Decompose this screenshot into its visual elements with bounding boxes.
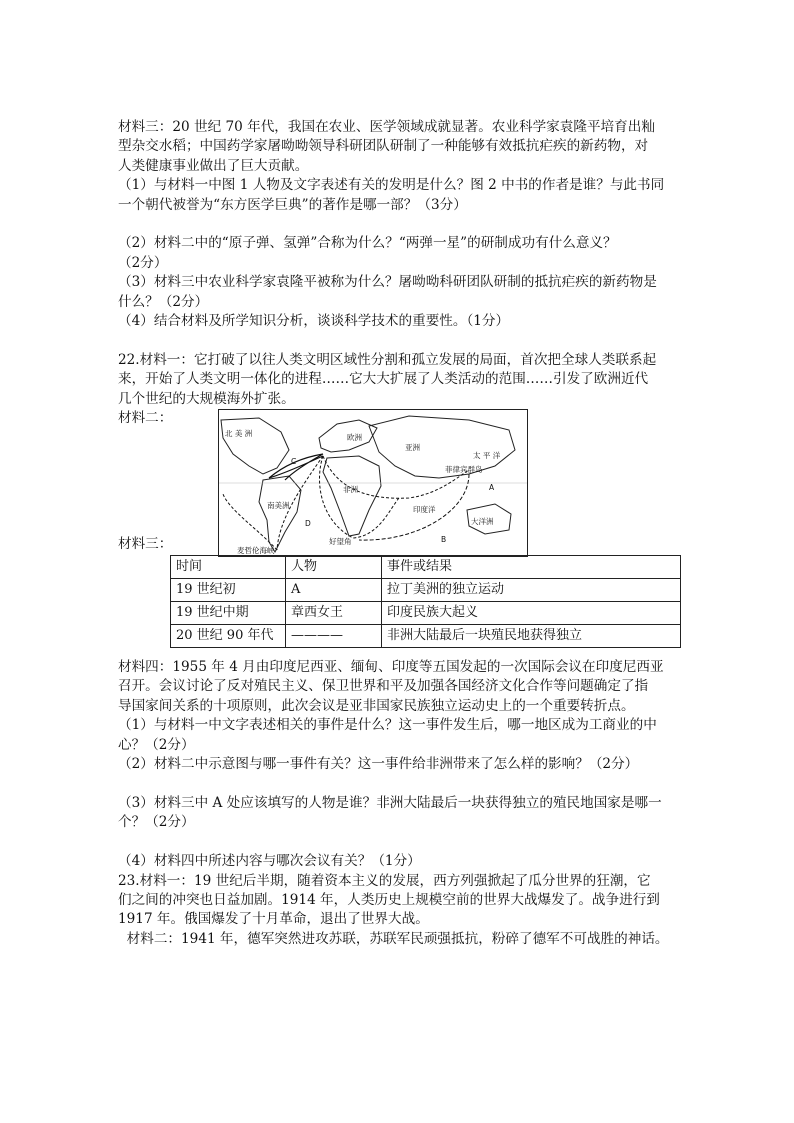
world-map-graphic <box>219 410 527 556</box>
south-america-shape <box>259 476 301 552</box>
voyage-route-map <box>218 409 528 557</box>
text-line: 型杂交水稻；中国药学家屠呦呦领导科研团队研制了一种能够有效抵抗疟疾的新药物，对 <box>118 138 649 155</box>
q21-subquestion-3 <box>118 273 684 312</box>
map-label-north-america: 北 美 洲 <box>225 429 253 439</box>
table-cell: 章西女王 <box>286 602 382 625</box>
q21-material-3 <box>118 118 684 176</box>
table-cell: A <box>286 579 382 602</box>
text-line: 来，开始了人类文明一体化的进程……它大大扩展了人类活动的范围……引发了欧洲近代 <box>118 371 649 388</box>
map-label-route-b: B <box>441 535 447 545</box>
map-label-magellan: 麦哲伦海峡 <box>237 546 275 556</box>
text-line: （1）与材料一中文字表述相关的事件是什么？这一事件发生后，哪一地区成为工商业的中 <box>118 717 657 734</box>
text-line: 什么？（2分） <box>118 293 209 310</box>
table-cell: ———— <box>286 625 382 648</box>
text-line: 几个世纪的大规模海外扩张。 <box>118 390 295 407</box>
text-line: 材料四：1955 年 4 月由印度尼西亚、缅甸、印度等五国发起的一次国际会议在印度尼西亚 <box>118 659 664 676</box>
asia-shape <box>369 416 515 478</box>
text-line: （3）材料三中 A 处应该填写的人物是谁？非洲大陆最后一块获得独立的殖民地国家是哪一 <box>118 794 662 811</box>
table-header: 人物 <box>286 556 382 579</box>
table-cell: 印度民族大起义 <box>382 602 681 625</box>
table-cell: 非洲大陆最后一块殖民地获得独立 <box>382 625 681 648</box>
q21-subquestion-2 <box>118 234 684 273</box>
table-row <box>171 579 681 602</box>
q23-material-2: 材料二：1941 年，德军突然进攻苏联，苏联军民顽强抵抗，粉碎了德军不可战胜的神话。 <box>118 930 669 947</box>
material-3-label: 材料三： <box>118 536 173 553</box>
map-label-good-hope: 好望角 <box>329 537 352 547</box>
map-label-philippines: 菲律宾群岛 <box>445 465 483 475</box>
table-row <box>171 602 681 625</box>
text-line: 们之间的冲突也日益加剧。1914 年，人类历史上规模空前的世界大战爆发了。战争进行到 <box>118 891 660 908</box>
text-line: 个？（2分） <box>118 814 195 831</box>
map-label-africa: 非洲 <box>343 485 358 495</box>
q22-subquestion-2: （2）材料二中示意图与哪一事件有关？这一事件给非洲带来了怎么样的影响？（2分） <box>118 756 639 773</box>
q22-subquestion-3 <box>118 794 684 833</box>
material-2-map-block <box>118 409 684 555</box>
text-line: （3）材料三中农业科学家袁隆平被称为什么？屠呦呦科研团队研制的抵抗疟疾的新药物是 <box>118 274 657 291</box>
north-america-shape <box>221 418 289 474</box>
map-label-asia: 亚洲 <box>405 443 420 453</box>
map-label-south-america: 南美洲 <box>267 501 290 511</box>
q22-subquestion-1 <box>118 716 684 755</box>
map-label-route-c: C <box>291 457 297 467</box>
text-line: 23.材料一：19 世纪后半期，随着资本主义的发展，西方列强掀起了瓜分世界的狂潮，它 <box>118 872 651 889</box>
q22-material-1 <box>118 351 684 409</box>
table-cell: 20 世纪 90 年代 <box>171 625 286 648</box>
map-label-route-a: A <box>489 483 495 493</box>
table-row <box>171 625 681 648</box>
q23-material-1 <box>118 872 684 930</box>
map-label-europe: 欧洲 <box>347 433 362 443</box>
q22-subquestion-4: （4）材料四中所述内容与哪次会议有关？（1分） <box>118 853 421 870</box>
text-line: 22.材料一：它打破了以往人类文明区域性分割和孤立发展的局面，首次把全球人类联系起 <box>118 351 657 368</box>
table-cell: 19 世纪初 <box>171 579 286 602</box>
table-header: 时间 <box>171 556 286 579</box>
map-label-oceania: 大洋洲 <box>471 517 494 527</box>
map-label-pacific: 太 平 洋 <box>473 451 501 461</box>
q21-subquestion-1 <box>118 176 684 215</box>
map-label-route-d: D <box>305 519 311 529</box>
text-line: 心？（2分） <box>118 736 195 753</box>
text-line: 人类健康事业做出了巨大贡献。 <box>118 157 309 174</box>
route-d-line <box>319 456 399 538</box>
table-header-row <box>171 556 681 579</box>
text-line: 召开。会议讨论了反对殖民主义、保卫世界和平及加强各国经济文化合作等问题确定了指 <box>118 678 649 695</box>
q22-material-4 <box>118 658 684 716</box>
text-line: 一个朝代被誉为“东方医学巨典”的著作是哪一部？（3分） <box>118 196 467 213</box>
material-2-label: 材料二： <box>118 410 173 427</box>
q21-subquestion-4: （4）结合材料及所学知识分析，谈谈科学技术的重要性。（1分） <box>118 313 510 330</box>
table-cell: 拉丁美洲的独立运动 <box>382 579 681 602</box>
text-line: 材料三：20 世纪 70 年代，我国在农业、医学领域成就显著。农业科学家袁隆平培育出籼 <box>118 119 655 135</box>
text-line: （2）材料二中的“原子弹、氢弹”合称为什么？“两弹一星”的研制成功有什么意义？ <box>118 235 617 252</box>
text-line: （1）与材料一中图 1 人物及文字表述有关的发明是什么？图 2 中书的作者是谁？与此书同 <box>118 177 665 194</box>
table-header: 事件或结果 <box>382 556 681 579</box>
text-line: 1917 年。俄国爆发了十月革命，退出了世界大战。 <box>118 911 429 928</box>
events-table <box>170 555 681 648</box>
map-label-indian-ocean: 印度洋 <box>413 505 436 515</box>
text-line: （2分） <box>118 254 168 271</box>
table-cell: 19 世纪中期 <box>171 602 286 625</box>
exam-page <box>118 118 684 949</box>
text-line: 导国家间关系的十项原则，此次会议是亚非国家民族独立运动史上的一个重要转折点。 <box>118 697 635 714</box>
